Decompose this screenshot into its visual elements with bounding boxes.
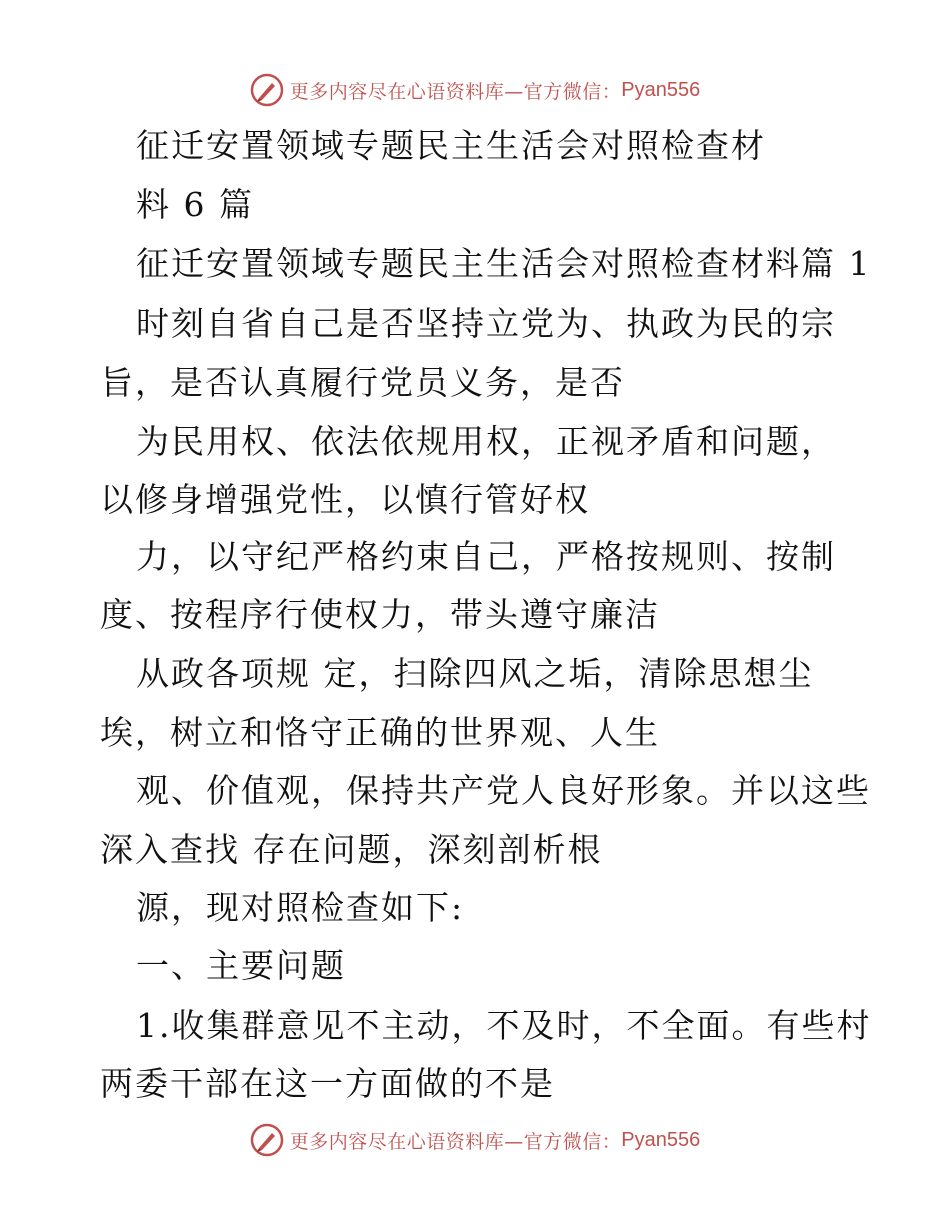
body-line: 1.收集群意见不主动，不及时，不全面。有些村 (136, 1006, 872, 1045)
body-line: 为民用权、依法依规用权，正视矛盾和问题， (136, 422, 836, 461)
watermark-banner-top (0, 70, 950, 110)
body-line: 两委干部在这一方面做的不是 (100, 1064, 555, 1103)
watermark-text: 更多内容尽在心语资料库—官方微信： (289, 1130, 622, 1153)
doc-title-line-2: 料 6 篇 (136, 185, 254, 224)
body-line: 力，以守纪严格约束自己，严格按规则、按制 (136, 537, 836, 576)
watermark-wechat-id: Pyan556 (621, 78, 701, 101)
body-line: 观、价值观，保持共产党人良好形象。并以这些 (136, 771, 871, 810)
body-line: 埃，树立和恪守正确的世界观、人生 (100, 713, 660, 752)
body-line: 时刻自省自己是否坚持立党为、执政为民的宗 (136, 304, 836, 343)
pen-logo-icon (250, 1123, 284, 1157)
body-line: 从政各项规 定，扫除四风之垢，清除思想尘 (136, 654, 814, 693)
watermark-banner-bottom (0, 1120, 950, 1160)
body-line: 深入查找 存在问题，深刻剖析根 (100, 830, 603, 869)
watermark-text: 更多内容尽在心语资料库—官方微信： (289, 80, 622, 103)
watermark-wechat-id: Pyan556 (621, 1128, 701, 1151)
body-line: 源，现对照检查如下: (136, 888, 465, 927)
section-heading: 一、主要问题 (136, 946, 346, 985)
doc-title-line-1: 征迁安置领域专题民主生活会对照检查材 (136, 126, 766, 165)
body-line: 旨，是否认真履行党员义务，是否 (100, 363, 625, 402)
pen-logo-icon (250, 73, 284, 107)
body-line: 度、按程序行使权力，带头遵守廉洁 (100, 595, 660, 634)
body-line: 征迁安置领域专题民主生活会对照检查材料篇 1 (136, 244, 872, 283)
body-line: 以修身增强党性，以慎行管好权 (100, 480, 590, 519)
